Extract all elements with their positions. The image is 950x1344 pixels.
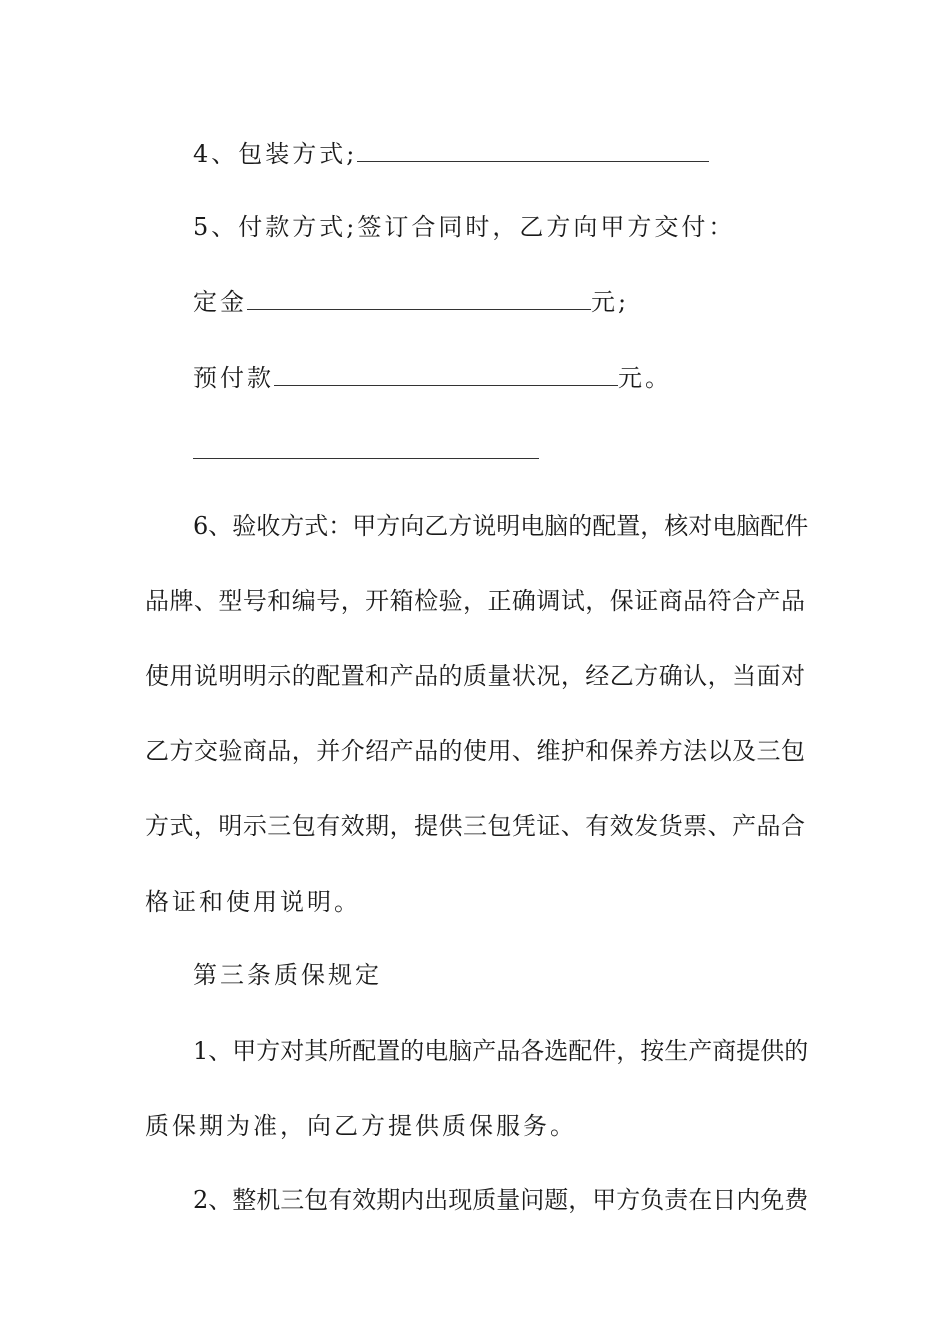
article3-heading: 第三条质保规定 bbox=[193, 961, 382, 989]
prepay-line bbox=[193, 362, 805, 394]
item4-label: 4、包装方式; bbox=[193, 140, 358, 168]
clause1-line: 质保期为准，向乙方提供质保服务。 bbox=[145, 1112, 577, 1140]
item6-line: 使用说明明示的配置和产品的质量状况，经乙方确认，当面对 bbox=[145, 662, 805, 690]
prepay-blank bbox=[274, 363, 618, 386]
prepay-suffix: 元。 bbox=[618, 364, 672, 392]
prepay-label: 预付款 bbox=[193, 364, 274, 392]
item6-line: 乙方交验商品，并介绍产品的使用、维护和保养方法以及三包 bbox=[145, 737, 805, 765]
deposit-suffix: 元; bbox=[591, 288, 630, 316]
clause2-line: 2、整机三包有效期内出现质量问题，甲方负责在日内免费 bbox=[193, 1186, 809, 1214]
item5-line: 5、付款方式;签订合同时，乙方向甲方交付： bbox=[193, 213, 736, 241]
item6-line: 方式，明示三包有效期，提供三包凭证、有效发货票、产品合 bbox=[145, 812, 805, 840]
packaging-blank bbox=[357, 139, 709, 162]
signature-rule bbox=[193, 458, 539, 459]
item4-line bbox=[193, 138, 805, 170]
deposit-blank bbox=[247, 287, 591, 310]
item6-line: 品牌、型号和编号，开箱检验，正确调试，保证商品符合产品 bbox=[145, 587, 805, 615]
item6-line: 格证和使用说明。 bbox=[145, 888, 361, 916]
clause1-line: 1、甲方对其所配置的电脑产品各选配件，按生产商提供的 bbox=[193, 1037, 809, 1065]
deposit-label: 定金 bbox=[193, 288, 247, 316]
item6-line: 6、验收方式：甲方向乙方说明电脑的配置，核对电脑配件 bbox=[193, 512, 809, 540]
deposit-line bbox=[193, 286, 805, 318]
